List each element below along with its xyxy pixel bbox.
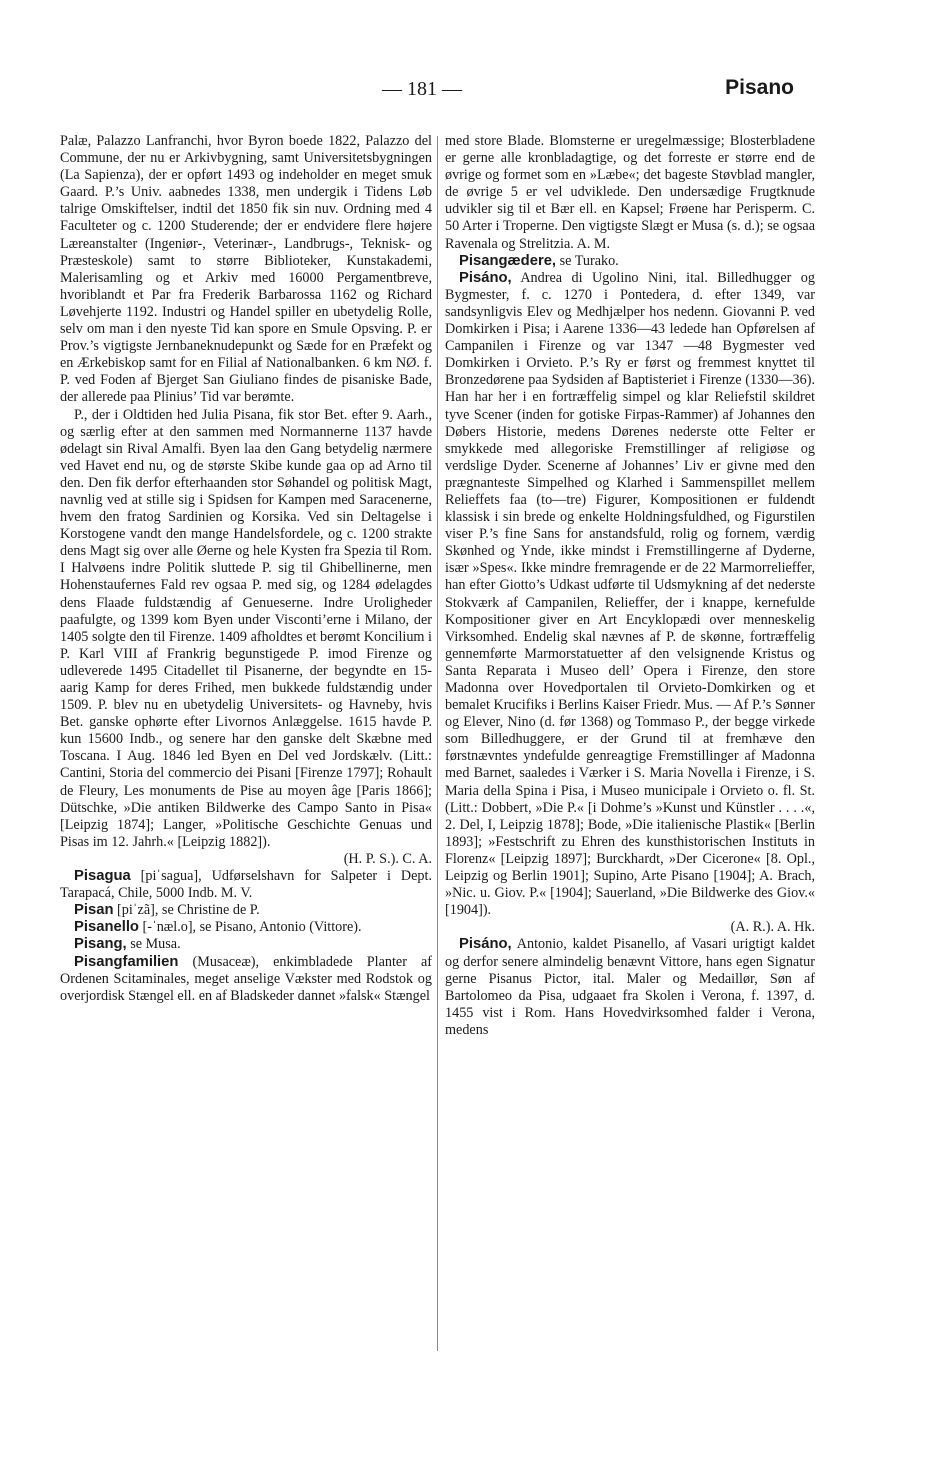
running-head: [60, 74, 794, 108]
page-number: — 181 —: [382, 78, 462, 100]
right-column: [445, 133, 815, 1039]
headword-pisano-andrea: Pisáno,: [459, 269, 512, 286]
left-column: [60, 133, 432, 1005]
entry-pisano-antonio: [445, 936, 815, 1039]
entry-pisanello: [60, 919, 432, 936]
entry-pisangaedere: [445, 253, 815, 270]
entry-text: [piˈzã], se Christine de P.: [117, 902, 260, 919]
headword-pisanello: Pisanello: [74, 919, 139, 936]
headword-pisangfamilien: Pisangfamilien: [74, 953, 179, 970]
headword-pisangaedere: Pisangædere,: [459, 252, 557, 269]
entry-pisang: [60, 936, 432, 953]
entry-pisan: [60, 902, 432, 919]
entry-pisano-andrea: [445, 270, 815, 920]
entry-text: [piˈsagua], Udførselshavn for Salpeter i Dept. Tarapacá, Chile, 5000 Indb. M. V.: [60, 868, 432, 902]
entry-text: (Musaceæ), enkimbladede Planter af Ordenen Scitaminales, meget anselige Vækster med Rodstok og overjordisk Stængel ell. en af Bladskeder dannet »falsk« Stængel: [60, 953, 432, 1004]
entry-pisa-continuation: Palæ, Palazzo Lanfranchi, hvor Byron boede 1822, Palazzo del Commune, der nu er Arkivbygning, samt Universitetsbygningen (La Sapienza), der er opført 1493 og indeholder en meget smuk Gaard. P.’s Univ. aabnedes 1338, men undergik i Tidens Løb talrige Omskiftelser, indtil det 1850 fik sin nuv. Ordning med 4 Faculteter og c. 1200 Studerende; der er endvidere flere højere Læreanstalter (Ingeniør-, Veterinær-, Landbrugs-, Teknisk- og Præsteskole) samt to større Biblioteker, Kunstakademi, Malerisamling og et Arkiv med 16000 Pergamentbreve, hvoriblandt et Par fra Frederik Barbarossa 1162 og Richard Løvehjerte 1192. Industri og Handel spiller en ubetydelig Rolle, selv om man i den nyeste Tid kan spore en Smule Opsving. P. er Prov.’s vigtigste Jernbaneknudepunkt og Sæde for en Præfekt og en Ærkebiskop samt for en Filial af Nationalbanken. 6 km NØ. f. P. ved Foden af Bjerget San Giuliano findes de pisaniske Bade, der allerede paa Plinius’ Tid var berømte.: [60, 133, 432, 406]
entry-text: se Musa.: [130, 936, 181, 953]
entry-pisagua: [60, 868, 432, 902]
column-divider: [437, 136, 438, 1351]
running-title: Pisano: [725, 76, 794, 99]
entry-text: Andrea di Ugolino Nini, ital. Billedhugger og Bygmester, f. c. 1270 i Pontedera, d. efter 1349, var sandsynligvis Elev og Medhjælper hos nedenn. Giovanni P. ved Domkirken i Pisa; i Aarene 1336—43 ledede han Opførelsen af Campanilen i Firenze og var 1347 —48 Bygmester ved Domkirken i Orvieto. P.’s Ry er først og fremmest knyttet til Bronzedørene paa Sydsiden af Baptisteriet i Firenze (1330—36). Han har her i en fortræffelig simpel og klar Reliefstil skildret tyve Scener (inden for gotiske Firpas-Rammer) af Johannes den Døbers Historie, medens Dørenes nederste otte Felter er smykkede med allegoriske Fremstillinger af religiøse og verdslige Dyder. Scenerne af Johannes’ Liv er givne med den prægnanteste Simpelhed og Klarhed i Sammenspillet mellem Relieffets faa (to—tre) Figurer, Kompositionen er fuldendt klassisk i sin brede og enkelte Holdningsfuldhed, og Figurstilen viser P.’s fine Sans for anstandsfuld, rolig og fornem, værdig Skønhed og Ynde, ikke mindst i Fremstillingerne af Dyderne, især »Spes«. Ikke mindre fremragende er de 22 Marmorrelieffer, han efter Giotto’s Udkast udførte til Udsmykning af det nederste Stokværk af Campanilen, Relieffer, der i knappe, kernefulde Kompositioner giver en Art Encyklopædi over menneskelig Virksomhed. Endelig skal nævnes af P. de skønne, fortræffelig gennemførte Marmorstatuetter af den velsignende Kristus og Santa Reparata i Museo dell’ Opera i Firenze, den store Madonna over Hovedportalen til Orvieto-Domkirken og et bemalet Krucifiks i Berlins Kaiser Friedr. Mus. — Af P.’s Sønner og Elever, Nino (d. før 1368) og Tommaso P., der begge virkede som Billedhuggere, er der Grund til at fremhæve den førstnævntes yndefulde genreagtige Fremstillinger af Madonna med Barnet, saaledes i Værker i S. Maria Novella i Firenze, i S. Maria della Spina i Pisa, i Museo municipale i Orvieto o. fl. St. (Litt.: Dobbert, »Die P.« [i Dohme’s »Kunst und Künstler . . . .«, 2. Del, I, Leipzig 1878]; Bode, »Die italienische Plastik« [Berlin 1893]; »Festschrift zu Ehren des kunsthistorischen Instituts in Florenz« [Leipzig 1897]; Burckhardt, »Der Cicerone« [8. Opl., Leipzig og Berlin 1901]; Supino, Arte Pisano [1904]; A. Brach, »Nic. u. Giov. P.« [1904]; Sauerland, »Die Bildwerke des Giov.« [1904]).: [445, 269, 816, 919]
entry-text: [-ˈnæl.o], se Pisano, Antonio (Vittore).: [142, 919, 362, 936]
entry-pisa-signature: (H. P. S.). C. A.: [343, 850, 432, 867]
entry-musaceae-continuation: med store Blade. Blomsterne er uregelmæssige; Blosterbladene er gerne alle kronbladagtige, og det forreste er større end de øvrige og formet som en »Læbe«; det bageste Støvblad mangler, de øvrige 5 er vel udviklede. Den undersædige Frugtknude udvikler sig til et Bær ell. en Kapsel; Frøene har Perisperm. C. 50 Arter i Troperne. Den vigtigste Slægt er Musa (s. d.); se ogsaa Ravenala og Strelitzia. A. M.: [445, 133, 815, 252]
headword-pisano-antonio: Pisáno,: [459, 936, 512, 953]
headword-pisang: Pisang,: [74, 936, 127, 953]
entry-pisa-history: P., der i Oldtiden hed Julia Pisana, fik stor Bet. efter 9. Aarh., og særlig efter at den sammen med Normannerne 1137 havde ødelagt sin Rival Amalfi. Byen laa den Gang betydelig nærmere ved Havet end nu, og de største Skibe kunde gaa op ad Arno til den. Den fik derfor efterhaanden stor Søhandel og politisk Magt, navnlig ved at stille sig i Spidsen for Kampen med Saracenerne, hvem den fratog Sardinien og Korsika. Ved sin Deltagelse i Korstogene vandt den mange Handelsfordele, og c. 1200 strakte dens Magt sig over alle Øerne og hele Kysten fra Spezia til Rom. I Halvøens indre Politik sluttede P. sig til Ghibellinerne, men Hohenstaufernes Fald rev ogsaa P. med sig, og 1284 ødelagdes dens Flaade fuldstændig af Genueserne. Indre Uroligheder paafulgte, og 1399 kom Byen under Visconti’erne i Milano, der 1405 solgte den til Firenze. 1409 afholdtes et berømt Koncilium i P. Karl VIII af Frankrig begunstigede P. imod Firenze og udleverede 1495 Citadellet til Pisanerne, der begyndte en 15-aarig Kamp for deres Frihed, men bukkede fuldstændig under 1509. P. blev nu en ubetydelig Universitets- og Havneby, hvis Bet. ganske ophørte efter Livornos Anlæggelse. 1615 havde P. kun 15600 Indb., og senere har den ganske delt Skæbne med Toscana. I Aug. 1846 led Byen en Del ved Jordskælv. (Litt.: Cantini, Storia del commercio dei Pisani [Firenze 1797]; Rohault de Fleury, Les monuments de Pise au moyen âge [Paris 1866]; Dütschke, »Die antiken Bildwerke des Campo Santo in Pisa« [Leipzig 1874]; Langer, »Politische Geschichte Genuas und Pisas im 12. Jahrh.« [Leipzig 1882]).: [60, 406, 432, 850]
headword-pisagua: Pisagua: [74, 868, 131, 885]
entry-pisangfamilien: [60, 954, 432, 1005]
entry-pisano-andrea-signature: (A. R.). A. Hk.: [730, 919, 815, 936]
entry-text: Antonio, kaldet Pisanello, af Vasari urigtigt kaldet og derfor senere almindelig benævnt Vittore, hans egen Signatur gerne Pisanus Pictor, ital. Maler og Medaillør, Søn af Bartolomeo da Pisa, udgaaet fra Skolen i Verona, f. 1397, d. 1455 vist i Rom. Hans Hovedvirksomhed falder i Verona, medens: [445, 936, 815, 1038]
headword-pisan: Pisan: [74, 902, 114, 919]
entry-text: se Turako.: [559, 252, 619, 269]
